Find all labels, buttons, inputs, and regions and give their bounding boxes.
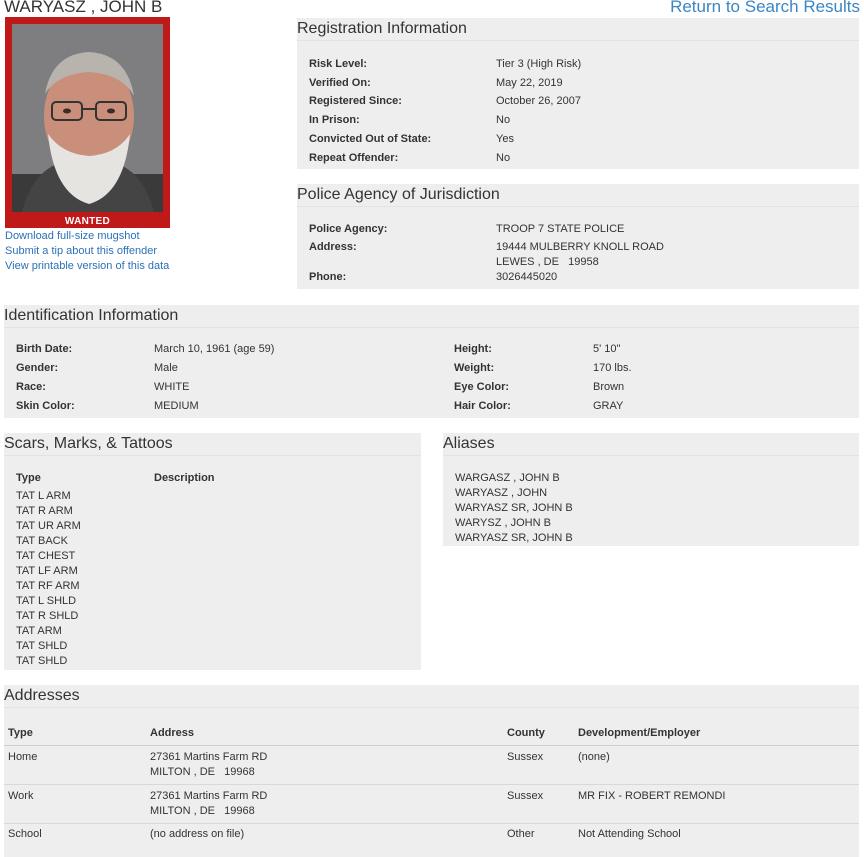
reg-label: Repeat Offender: [309, 152, 399, 164]
address-type: School [8, 828, 42, 840]
smt-item: TAT L SHLD [16, 595, 77, 607]
hair-color-value: GRAY [593, 400, 624, 412]
id-label: Hair Color: [454, 400, 511, 412]
aliases-title: Aliases [443, 433, 859, 456]
offender-name: WARYASZ , JOHN B [4, 0, 163, 16]
alias-item: WARGASZ , JOHN B [455, 472, 560, 484]
birth-date-value: March 10, 1961 (age 59) [154, 343, 275, 355]
mugshot-image [12, 24, 163, 212]
id-label: Birth Date: [16, 343, 73, 355]
police-address-label: Address: [309, 241, 357, 253]
smt-item: TAT CHEST [16, 550, 76, 562]
address-line1: (no address on file) [150, 828, 245, 840]
printable-version-link[interactable]: View printable version of this data [5, 260, 170, 272]
alias-item: WARYSZ , JOHN B [455, 517, 551, 529]
address-county: Other [507, 828, 535, 840]
in-prison-value: No [496, 114, 511, 126]
reg-label: Verified On: [309, 77, 371, 89]
smt-panel [4, 433, 421, 670]
smt-item: TAT UR ARM [16, 520, 81, 532]
risk-level-value: Tier 3 (High Risk) [496, 58, 582, 70]
download-mugshot-link[interactable]: Download full-size mugshot [5, 230, 140, 242]
smt-type-header: Type [16, 472, 41, 484]
alias-item: WARYASZ , JOHN [455, 487, 548, 499]
smt-item: TAT R SHLD [16, 610, 79, 622]
address-line1: 27361 Martins Farm RD [150, 790, 268, 802]
id-label: Eye Color: [454, 381, 510, 393]
reg-label: In Prison: [309, 114, 360, 126]
address-employer: (none) [578, 751, 610, 763]
id-label: Skin Color: [16, 400, 75, 412]
smt-item: TAT SHLD [16, 640, 68, 652]
address-county: Sussex [507, 751, 544, 763]
skin-color-value: MEDIUM [154, 400, 199, 412]
eye-color-value: Brown [593, 381, 625, 393]
submit-tip-link[interactable]: Submit a tip about this offender [5, 245, 158, 257]
registered-since-value: October 26, 2007 [496, 95, 582, 107]
smt-item: TAT R ARM [16, 505, 73, 517]
id-label: Race: [16, 381, 46, 393]
smt-list [16, 489, 81, 669]
height-value: 5' 10" [593, 343, 621, 355]
police-agency-title: Police Agency of Jurisdiction [297, 184, 859, 207]
smt-item: TAT ARM [16, 625, 62, 637]
police-agency-value: TROOP 7 STATE POLICE [496, 223, 625, 235]
smt-item: TAT BACK [16, 535, 68, 547]
addresses-panel [4, 685, 859, 857]
address-employer: MR FIX - ROBERT REMONDI [578, 790, 726, 802]
identification-title: Identification Information [4, 305, 859, 328]
police-phone-label: Phone: [309, 271, 347, 283]
police-address-line2: LEWES , DE 19958 [496, 256, 599, 268]
smt-title: Scars, Marks, & Tattoos [4, 433, 421, 456]
repeat-offender-value: No [496, 152, 511, 164]
registration-panel [297, 18, 859, 169]
address-employer: Not Attending School [578, 828, 681, 840]
smt-description-header: Description [154, 472, 215, 484]
verified-on-value: May 22, 2019 [496, 77, 563, 89]
id-label: Weight: [454, 362, 495, 374]
aliases-panel [443, 433, 859, 546]
alias-item: WARYASZ SR, JOHN B [455, 502, 573, 514]
photo-links [5, 229, 169, 274]
id-label: Height: [454, 343, 492, 355]
gender-value: Male [154, 362, 178, 374]
address-type-header: Type [8, 727, 33, 739]
smt-item: TAT LF ARM [16, 565, 78, 577]
address-address-header: Address [150, 727, 195, 739]
id-label: Gender: [16, 362, 59, 374]
address-county: Sussex [507, 790, 544, 802]
addresses-title: Addresses [4, 685, 859, 708]
mugshot-frame[interactable] [5, 17, 170, 228]
reg-label: Risk Level: [309, 58, 368, 70]
address-line1: 27361 Martins Farm RD [150, 751, 268, 763]
police-agency-panel [297, 184, 859, 289]
return-to-search-link[interactable]: Return to Search Results [670, 0, 860, 16]
wanted-badge: WANTED [64, 216, 111, 227]
address-type: Home [8, 751, 38, 763]
alias-item: WARYASZ SR, JOHN B [455, 532, 573, 544]
address-type: Work [8, 790, 34, 802]
reg-label: Convicted Out of State: [309, 133, 432, 145]
smt-item: TAT RF ARM [16, 580, 80, 592]
address-employer-header: Development/Employer [578, 727, 701, 739]
registration-title: Registration Information [297, 18, 859, 41]
identification-panel [4, 305, 859, 418]
race-value: WHITE [154, 381, 190, 393]
police-address-line1: 19444 MULBERRY KNOLL ROAD [496, 241, 664, 253]
address-line2: MILTON , DE 19968 [150, 805, 255, 817]
smt-item: TAT SHLD [16, 655, 68, 667]
police-agency-label: Police Agency: [309, 223, 388, 235]
smt-item: TAT L ARM [16, 490, 71, 502]
police-phone-value: 3026445020 [496, 271, 558, 283]
weight-value: 170 lbs. [593, 362, 632, 374]
convicted-out-of-state-value: Yes [496, 133, 514, 145]
reg-label: Registered Since: [309, 95, 402, 107]
address-line2: MILTON , DE 19968 [150, 766, 255, 778]
alias-list [455, 471, 573, 546]
address-county-header: County [507, 727, 545, 739]
